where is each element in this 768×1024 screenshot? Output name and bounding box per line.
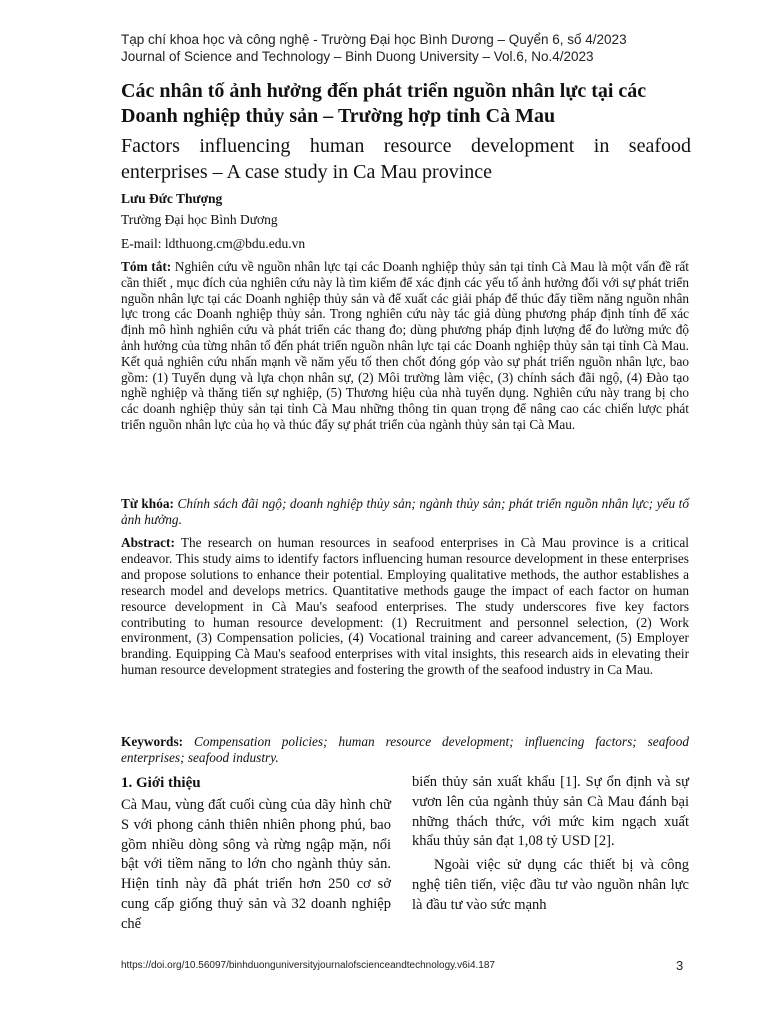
title-english: Factors influencing human resource development in seafood enterprises – A case study in Ca Mau province [121,135,691,183]
keywords-vietnamese [121,496,689,528]
abstract-vi-label: Tóm tắt: [121,259,172,274]
keywords-en-text: Compensation policies; human resource development; influencing factors; seafood enterprises; seafood industry. [121,734,689,765]
title-vietnamese: Các nhân tố ảnh hưởng đến phát triển nguồn nhân lực tại các Doanh nghiệp thủy sản – Trường hợp tỉnh Cà Mau [121,80,647,127]
author-name: Lưu Đức Thượng [121,191,223,206]
author-affiliation: Trường Đại học Bình Dương [121,212,278,227]
abstract-vietnamese [121,259,689,433]
journal-header [121,31,681,65]
abstract-en-text: The research on human resources in seafood enterprises in Cà Mau province is a critical endeavor. This study aims to identify factors influencing human resource development in these enterprises and propose solutions to enhance their potential. Employing qualitative methods, the author establishes a research model and develops metrics. Quantitative methods gauge the impact of each factor on human resource development in Cà Mau's seafood enterprises. The study underscores five key factors contributing to human resource development: (1) Recruitment and personnel selection, (2) Work environment, (3) Compensation policies, (4) Vocational training and career advancement, (5) Employer branding. Equipping Cà Mau's seafood enterprises with vital insights, this research aids in elevating their human resource development strategies and fostering the growth of the seafood industry in Ca Mau. [121,535,689,678]
keywords-vi-text: Chính sách đãi ngộ; doanh nghiệp thủy sản; ngành thủy sản; phát triển nguồn nhân lực; yếu tố ảnh hưởng. [121,496,689,527]
body-paragraph: biến thủy sản xuất khẩu [1]. Sự ổn định và sự vươn lên của ngành thủy sản Cà Mau đánh bại những thách thức, với mức kim ngạch xuất khẩu thủy sản đạt 1,08 tỷ USD [2]. [412,774,689,850]
journal-header-en: Journal of Science and Technology – Binh Duong University – Vol.6, No.4/2023 [121,49,594,64]
keywords-en-label: Keywords: [121,734,184,749]
keywords-vi-label: Từ khóa: [121,496,174,511]
keywords-english [121,734,689,766]
author-email: E-mail: ldthuong.cm@bdu.edu.vn [121,236,306,251]
body-column-right [412,773,689,916]
page-number: 3 [676,958,684,973]
journal-header-vi: Tạp chí khoa học và công nghệ - Trường Đại học Bình Dương – Quyển 6, số 4/2023 [121,32,627,47]
abstract-vi-text: Nghiên cứu về nguồn nhân lực tại các Doanh nghiệp thủy sản tại tỉnh Cà Mau là một vấn đề rất cần thiết , mục đích của nghiên cứu này là tìm kiếm để xác định các yếu tố ảnh hưởng đối với sự phát triển nguồn nhân lực tại các Doanh nghiệp thủy sản và để xuất các giải pháp để thúc đẩy tiềm năng nguồn nhân lực trong các Doanh nghiệp thủy sản. Trong nghiên cứu này tác giả dùng phương pháp định tính để xác định mô hình nghiên cứu và phát triển các thang đo; dùng phương pháp định lượng để đo lường mức độ ảnh hưởng của từng nhân tố đến phát triển nguồn nhân lực tại các Doanh nghiệp thủy sản tại tỉnh Cà Mau. Kết quả nghiên cứu nhấn mạnh về năm yếu tố then chốt đóng góp vào sự phát triển nguồn nhân lực, bao gồm: (1) Tuyển dụng và lựa chọn nhân sự, (2) Môi trường làm việc, (3) chính sách đãi ngộ, (4) Đào tạo nghề nghiệp và thăng tiến sự nghiệp, (5) Thương hiệu của nhà tuyển dụng. Nghiên cứu này trang bị cho các doanh nghiệp thủy sản tại tỉnh Cà Mau những thông tin quan trọng để nâng cao các chiến lược phát triển nguồn nhân lực của họ và thúc đẩy sự phát triển của ngành thủy sản tại Cà Mau. [121,259,690,432]
body-column-left [121,773,391,935]
doi-link[interactable]: https://doi.org/10.56097/binhduonguniversityjournalofscienceandtechnology.v6i4.187 [121,960,495,971]
body-paragraph: Ngoài việc sử dụng các thiết bị và công nghệ tiên tiến, việc đầu tư vào nguồn nhân lực là đầu tư vào sức mạnh [412,857,689,913]
body-paragraph: Cà Mau, vùng đất cuối cùng của dãy hình chữ S với phong cảnh thiên nhiên phong phú, bao gồm nhiều dòng sông và rừng ngập mặn, nổi bật với tiềm năng to lớn cho ngành thủy sản. Hiện tỉnh này đã phát triển hơn 250 cơ sở cung cấp giống thuỷ sản và 32 doanh nghiệp chế [121,797,391,932]
abstract-english [121,535,689,678]
section-heading: 1. Giới thiệu [121,775,201,791]
abstract-en-label: Abstract: [121,535,175,550]
